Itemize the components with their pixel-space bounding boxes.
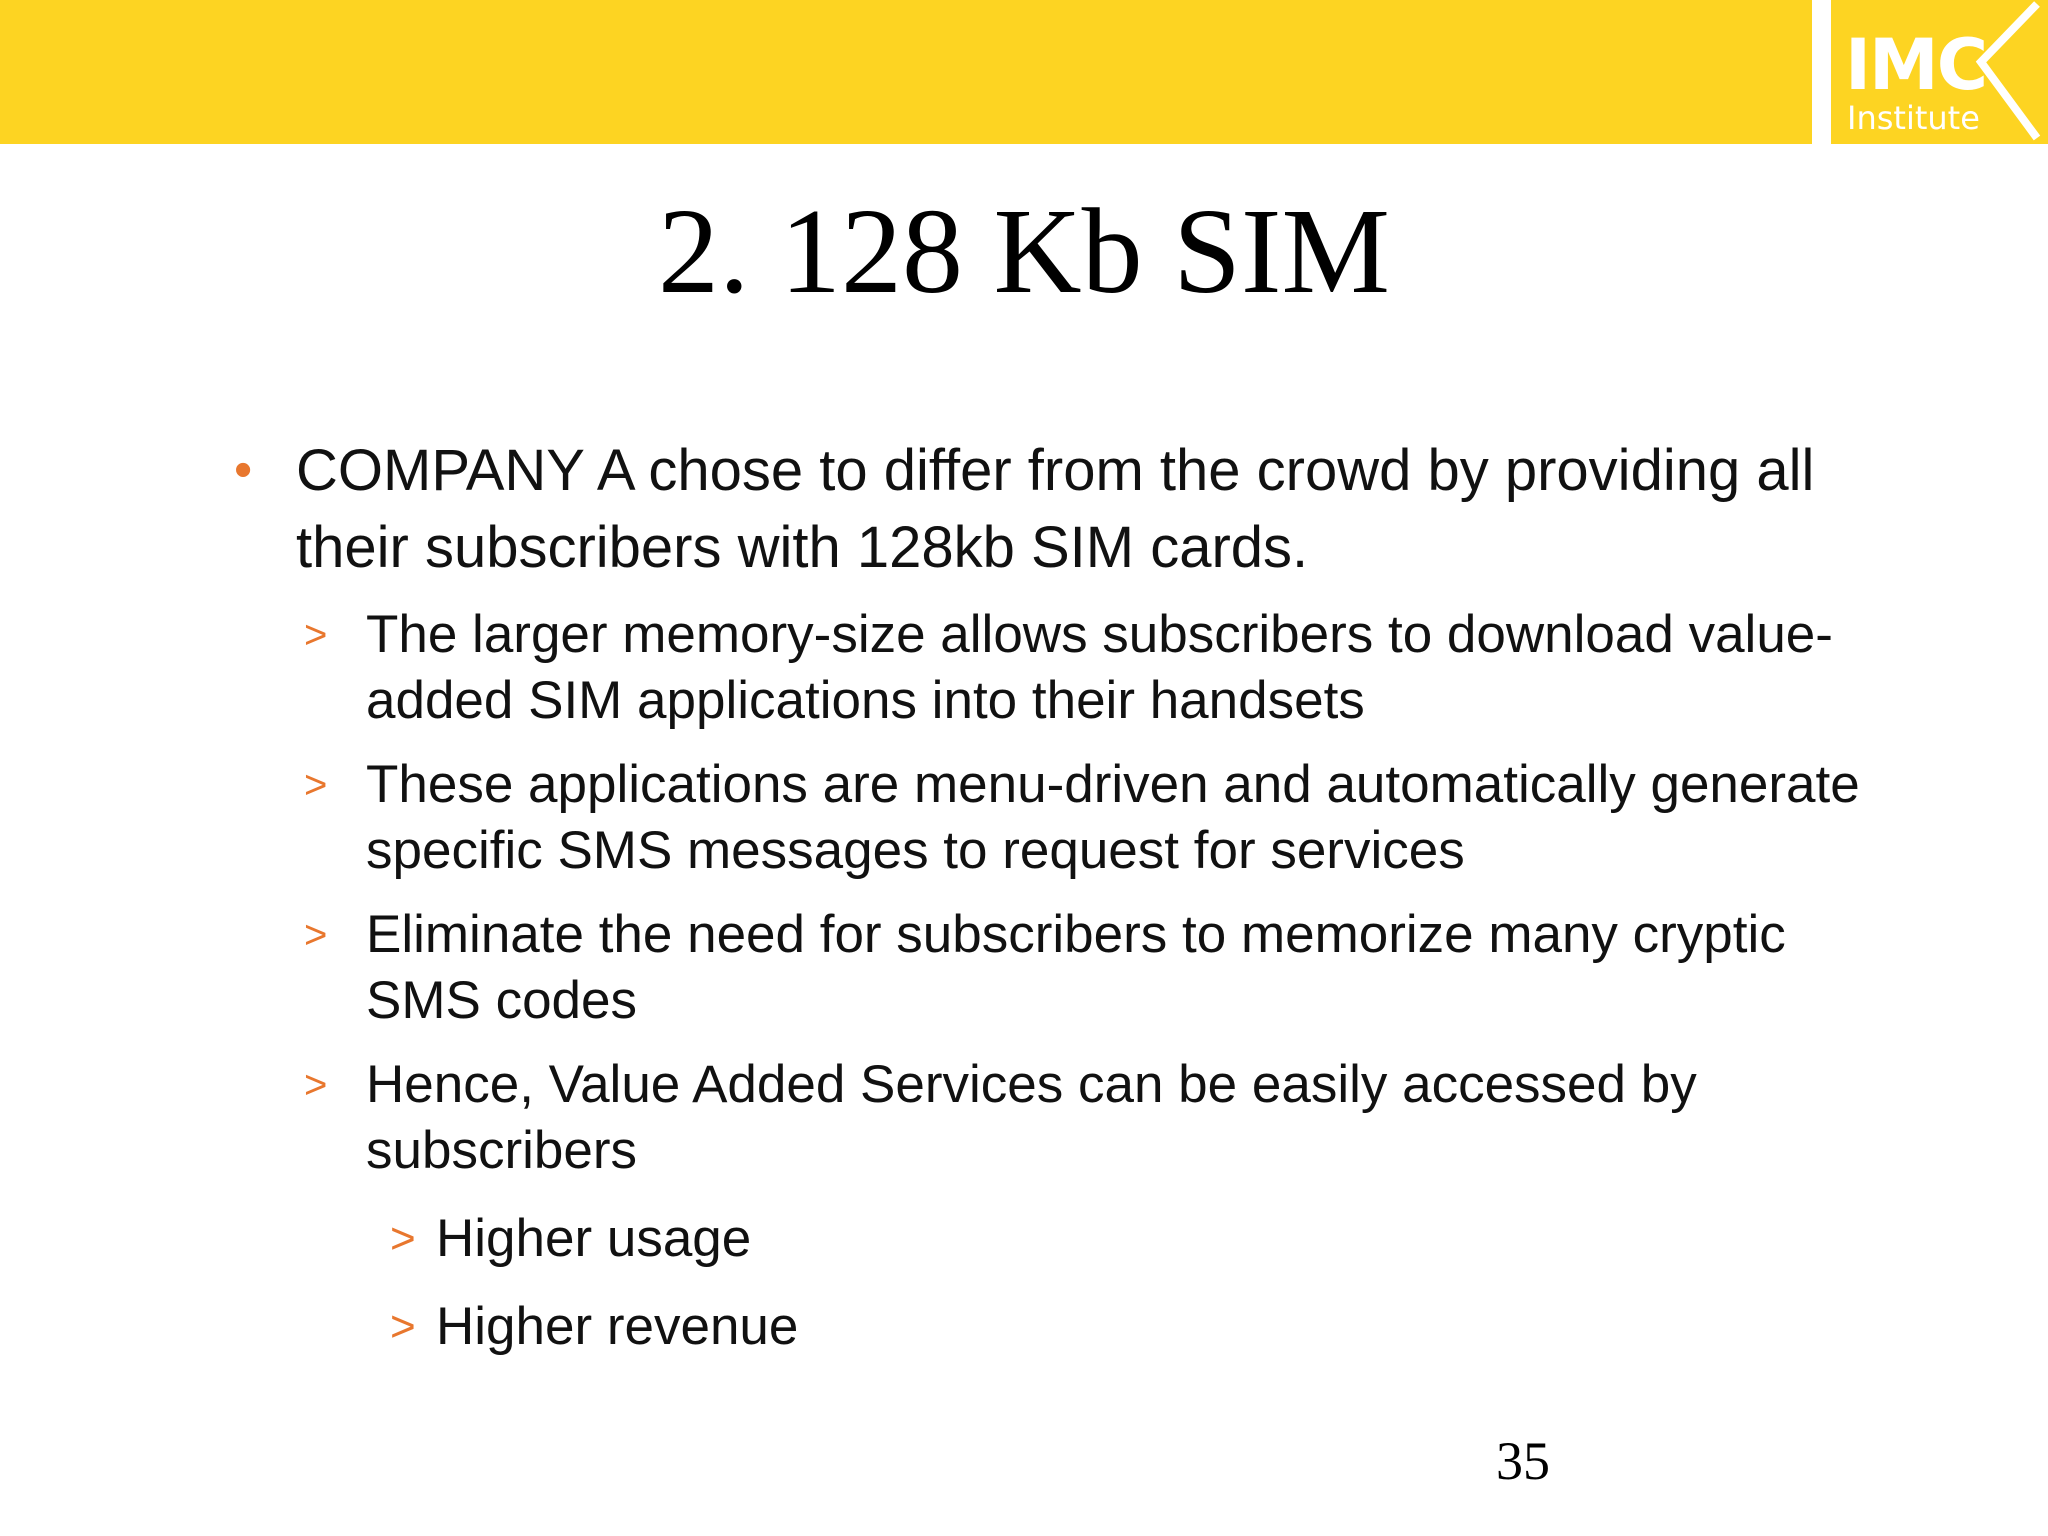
page-number: 35 <box>1496 1431 1550 1491</box>
sub-sub-item <box>390 1294 1736 1360</box>
sub-item <box>304 902 1886 1034</box>
imc-institute-logo <box>1831 0 2048 144</box>
sub-item <box>304 1052 1886 1184</box>
sub-item-text: Eliminate the need for subscribers to memorize many cryptic SMS codes <box>366 905 1786 1030</box>
slide-title: 2. 128 Kb SIM <box>657 184 1391 319</box>
bullet-item <box>234 432 1916 586</box>
chevron-right-icon: > <box>304 1063 328 1107</box>
chevron-right-icon: > <box>390 1214 416 1263</box>
sub-sub-item-text: Higher usage <box>436 1209 752 1268</box>
bullet-text: COMPANY A chose to differ from the crowd by providing all their subscribers with 128kb SIM cards. <box>296 438 1815 580</box>
header-band <box>0 0 1812 144</box>
sub-sub-item <box>390 1206 1736 1272</box>
bullet-icon: • <box>234 441 253 499</box>
sub-item <box>304 752 1886 884</box>
logo-text-main: IMC <box>1845 24 1987 106</box>
sub-sub-item-text: Higher revenue <box>436 1297 799 1356</box>
sub-item-text: Hence, Value Added Services can be easily accessed by subscribers <box>366 1055 1697 1180</box>
sub-item <box>304 602 1886 734</box>
logo-text-sub: Institute <box>1847 99 1980 137</box>
chevron-right-icon: > <box>304 913 328 957</box>
sub-item-text: The larger memory-size allows subscribers to download value-added SIM applications into their handsets <box>366 605 1833 730</box>
sub-item-text: These applications are menu-driven and automatically generate specific SMS messages to request for services <box>366 755 1860 880</box>
chevron-right-icon: > <box>304 613 328 657</box>
chevron-right-icon: > <box>390 1302 416 1351</box>
chevron-right-icon: > <box>304 763 328 807</box>
